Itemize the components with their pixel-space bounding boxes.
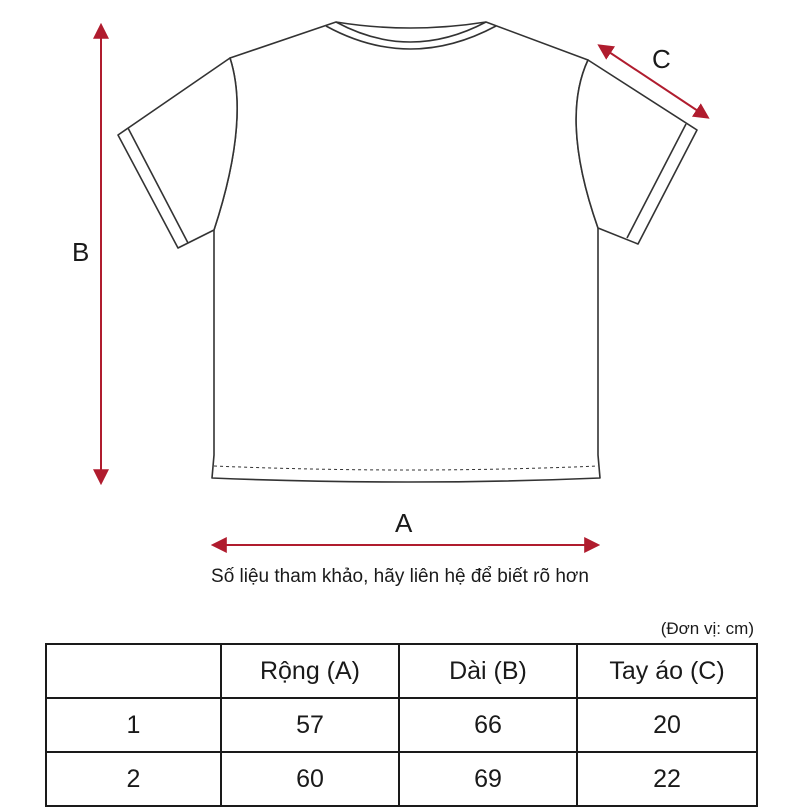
- dimension-label-c: C: [652, 44, 671, 74]
- size-cell: 2: [46, 752, 221, 806]
- width-cell: 60: [221, 752, 399, 806]
- header-cell-empty: [46, 644, 221, 698]
- length-cell: 66: [399, 698, 577, 752]
- table-header-row: [46, 644, 757, 698]
- size-table: [45, 643, 758, 807]
- table-row: [46, 698, 757, 752]
- unit-label: (Đơn vị: cm): [660, 619, 754, 638]
- length-cell: 69: [399, 752, 577, 806]
- dimension-label-b: B: [72, 237, 90, 267]
- width-cell: 57: [221, 698, 399, 752]
- header-cell-width: Rộng (A): [221, 644, 399, 698]
- reference-note: Số liệu tham khảo, hãy liên hệ để biết rõ hơn: [211, 566, 589, 587]
- size-cell: 1: [46, 698, 221, 752]
- dimension-label-a: A: [395, 508, 413, 538]
- header-cell-length: Dài (B): [399, 644, 577, 698]
- header-cell-sleeve: Tay áo (C): [577, 644, 757, 698]
- table-row: [46, 752, 757, 806]
- sleeve-cell: 22: [577, 752, 757, 806]
- tshirt-outline-icon: [118, 22, 697, 482]
- sleeve-cell: 20: [577, 698, 757, 752]
